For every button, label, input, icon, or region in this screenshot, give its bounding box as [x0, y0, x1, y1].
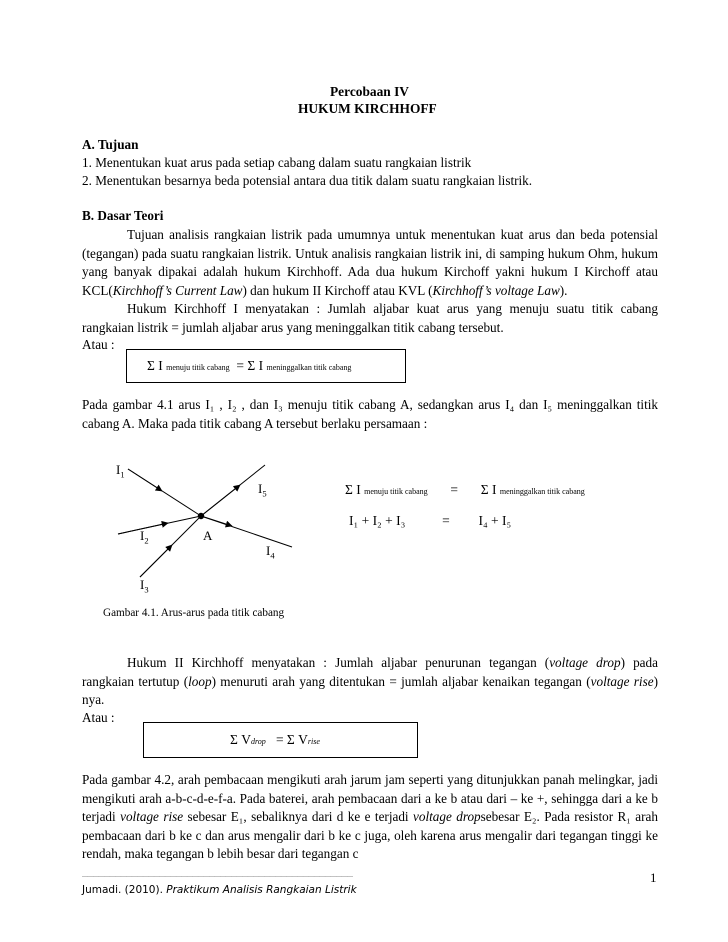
equals-sigma-v: = Σ V: [275, 732, 308, 747]
footer-book-title: Praktikum Analisis Rangkaian Listrik: [166, 884, 357, 896]
kcl-term: Kirchhoff’s Current Law: [112, 282, 243, 298]
kcl-statement: Hukum Kirchhoff I menyatakan : Jumlah aljabar kuat arus yang menuju suatu titik cabang rangkaian listrik = jumlah aljabar arus yang meninggalkan titik cabang tersebut.: [82, 301, 658, 335]
voltage-rise-term: voltage rise: [590, 673, 654, 689]
label-i5: $I_5$: [258, 481, 267, 499]
kcl-equation-specific: [349, 513, 511, 529]
list-item: 1. Menentukan kuat arus pada setiap cabang dalam suatu rangkaian listrik: [82, 155, 472, 170]
subscript-in: menuju titik cabang: [166, 363, 230, 372]
kvl-text: ) pada rangkaian tertutup (: [82, 655, 658, 689]
kvl-equation: [230, 732, 320, 748]
kvl-statement: [82, 654, 658, 710]
theory-text: ).: [559, 282, 568, 298]
voltage-drop-term: voltage drop: [549, 655, 621, 670]
section-b-heading: B. Dasar Teori: [82, 208, 164, 223]
figure-intro-paragraph: Pada gambar 4.1 arus I₁ , I₂ , dan I₃ menuju titik cabang A, sedangkan arus I₄ dan I₅ meninggalkan titik cabang A. Maka pada titik cabang A tersebut berlaku persamaan :: [82, 397, 658, 431]
currents-out: I₄ + I₅: [478, 513, 512, 528]
figure-caption: Gambar 4.1. Arus-arus pada titik cabang: [103, 607, 285, 619]
subscript-in: menuju titik cabang: [364, 487, 428, 496]
loop-term: loop: [188, 673, 212, 689]
arrow-i4: [201, 516, 232, 526]
list-item: 2. Menentukan besarnya beda potensial antara dua titik dalam suatu rangkaian listrik.: [82, 173, 533, 188]
kcl-equation-general: [345, 482, 585, 498]
subscript-drop: drop: [250, 737, 266, 746]
sigma-v: Σ V: [230, 732, 251, 747]
figure-4-2-paragraph: [82, 771, 658, 864]
kvl-text: ) nya.: [82, 673, 658, 708]
page-number: 1: [650, 870, 657, 885]
footer-citation: [82, 884, 357, 896]
sigma-i: Σ I: [147, 358, 163, 373]
section-a-heading: A. Tujuan: [82, 137, 139, 152]
equals-sigma: = Σ I: [236, 358, 264, 373]
junction-figure: [100, 455, 310, 595]
explanation-text: sebesar E₂. Pada resistor R₁ arah pembacaan dari b ke c dan arus mengalir dari b ke c juga, oleh karena arus mengalir dari tegangan tinggi ke rendah, maka tegangan b lebih besar dari tegangan c: [82, 809, 658, 862]
currents-in: I₁ + I₂ + I₃: [349, 513, 406, 528]
label-i4: $I_4$: [266, 543, 275, 561]
label-i2: $I_2$: [140, 528, 149, 546]
theory-text: Tujuan analisis rangkaian listrik pada umumnya untuk menentukan kuat arus dan beda potensial (tegangan) pada suatu rangkaian listrik. Untuk analisis rangkaian listrik ini, di samping hukum Ohm, hukum yang banyak dipakai adalah hukum Kirchhoff. Ada dua hukum Kirchoff yakni hukum I Kirchoff atau KCL(: [82, 227, 658, 298]
arrow-i3: [140, 545, 172, 577]
explanation-text: sebesar E₁, sebaliknya dari d ke e terjadi: [183, 809, 413, 825]
junction-node: [198, 513, 204, 519]
equals-sign: =: [442, 513, 450, 528]
theory-paragraph-1: [82, 226, 658, 300]
kvl-text: ) menuruti arah yang ditentukan = jumlah aljabar kenaikan tegangan (: [211, 673, 591, 689]
page-subtitle: HUKUM KIRCHHOFF: [298, 101, 437, 116]
sigma-i: Σ I: [345, 482, 361, 497]
subscript-out: meninggalkan titik cabang: [266, 363, 352, 372]
kvl-term: Kirchhoff’s voltage Law: [432, 282, 560, 298]
footer-author: Jumadi. (2010).: [82, 884, 167, 896]
label-i1: $I_1$: [116, 462, 125, 480]
subscript-rise: rise: [307, 737, 320, 746]
subscript-out: meninggalkan titik cabang: [499, 487, 585, 496]
voltage-rise-term: voltage rise: [120, 809, 184, 825]
kvl-text: Hukum II Kirchhoff menyatakan : Jumlah aljabar penurunan tegangan (: [127, 655, 550, 670]
explanation-text: Pada gambar 4.2, arah pembacaan mengikuti arah jarum jam seperti yang ditunjukkan panah melingkar, jadi mengikuti arah a-b-c-d-e-f-a. Pada baterei, arah pembacaan dari a ke b atau dari – ke +, sehingga dari a ke b terjadi: [82, 772, 658, 825]
label-i3: $I_3$: [140, 577, 149, 595]
atau-label: Atau :: [82, 710, 115, 725]
sigma-i: Σ I: [480, 482, 497, 497]
arrow-i1: [128, 469, 162, 491]
theory-text: ) dan hukum II Kirchoff atau KVL (: [242, 282, 433, 298]
footer-rule: _________________________________________________: [82, 866, 353, 877]
kcl-equation: [147, 358, 351, 374]
atau-label: Atau :: [82, 337, 115, 352]
equals-sign: =: [450, 482, 459, 497]
arrow-i5: [201, 485, 240, 516]
label-node-a: A: [203, 528, 213, 543]
page-title: Percobaan IV: [330, 84, 409, 99]
voltage-drop-term: voltage drop: [413, 809, 481, 825]
